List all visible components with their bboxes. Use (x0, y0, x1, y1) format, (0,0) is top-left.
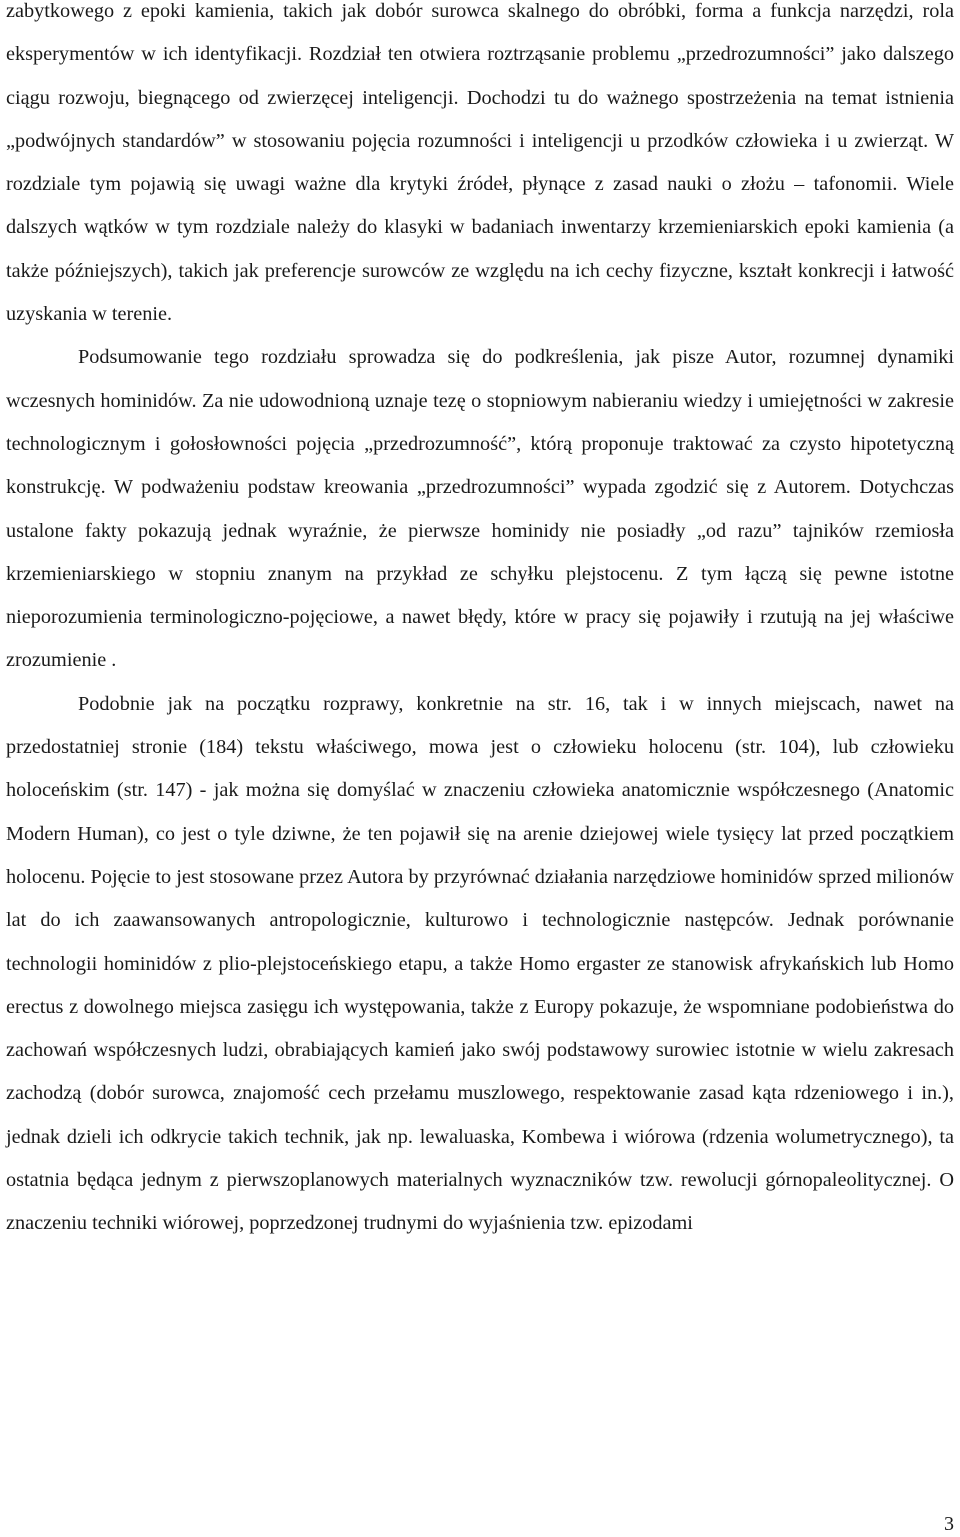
paragraph-3: Podobnie jak na początku rozprawy, konkretnie na str. 16, tak i w innych miejscach, nawet na przedostatniej stronie (184) tekstu właściwego, mowa jest o człowieku holocenu (str. 104), lub człowieku holoceńskim (str. 147) - jak można się domyślać w znaczeniu człowieka anatomicznie współczesnego (Anatomic Modern Human), co jest o tyle dziwne, że ten pojawił się na arenie dziejowej wiele tysięcy lat przed początkiem holocenu. Pojęcie to jest stosowane przez Autora by przyrównać działania narzędziowe hominidów sprzed milionów lat do ich zaawansowanych antropologicznie, kulturowo i technologicznie następców. Jednak porównanie technologii hominidów z plio-plejstoceńskiego etapu, a także Homo ergaster ze stanowisk afrykańskich lub Homo erectus z dowolnego miejsca zasięgu ich występowania, także z Europy pokazuje, że wspomniane podobieństwa do zachowań współczesnych ludzi, obrabiających kamień jako swój podstawowy surowiec istotnie w wielu zakresach zachodzą (dobór surowca, znajomość cech przełamu muszlowego, respektowanie zasad kąta rdzeniowego i in.), jednak dzieli ich odkrycie takich technik, jak np. lewaluaska, Kombewa i wiórowa (rdzenia wolumetrycznego), ta ostatnia będąca jednym z pierwszoplanowych materialnych wyznaczników tzw. rewolucji górnopaleolitycznej. O znaczeniu techniki wiórowej, poprzedzonej trudnymi do wyjaśnienia tzw. epizodami (6, 692, 954, 1235)
body-text (6, 0, 954, 1246)
paragraph-1: zabytkowego z epoki kamienia, takich jak dobór surowca skalnego do obróbki, forma a funkcja narzędzi, rola eksperymentów w ich identyfikacji. Rozdział ten otwiera roztrząsanie problemu „przedrozumności” jako dalszego ciągu rozwoju, biegnącego od zwierzęcej inteligencji. Dochodzi tu do ważnego spostrzeżenia na temat istnienia „podwójnych standardów” w stosowaniu pojęcia rozumności i inteligencji u przodków człowieka i u zwierząt. W rozdziale tym pojawią się uwagi ważne dla krytyki źródeł, płynące z zasad nauki o złożu – tafonomii. Wiele dalszych wątków w tym rozdziale należy do klasyki w badaniach inwentarzy krzemieniarskich epoki kamienia (a także późniejszych), takich jak preferencje surowców ze względu na ich cechy fizyczne, kształt konkrecji i łatwość uzyskania w terenie. (6, 0, 954, 326)
paragraph-2: Podsumowanie tego rozdziału sprowadza się do podkreślenia, jak pisze Autor, rozumnej dynamiki wczesnych hominidów. Za nie udowodnioną uznaje tezę o stopniowym nabieraniu wiedzy i umiejętności w zakresie technologicznym i gołosłowności pojęcia „przedrozumność”, którą proponuje traktować za czysto hipotetyczną konstrukcję. W podważeniu podstaw kreowania „przedrozumności” wypada zgodzić się z Autorem. Dotychczas ustalone fakty pokazują jednak wyraźnie, że pierwsze hominidy nie posiadły „od razu” tajników rzemiosła krzemieniarskiego w stopniu znanym na przykład ze schyłku plejstocenu. Z tym łączą się pewne istotne nieporozumienia terminologiczno-pojęciowe, a nawet błędy, które w pracy się pojawiły i rzutują na jej właściwe zrozumienie . (6, 346, 954, 672)
page-number: 3 (944, 1513, 954, 1535)
